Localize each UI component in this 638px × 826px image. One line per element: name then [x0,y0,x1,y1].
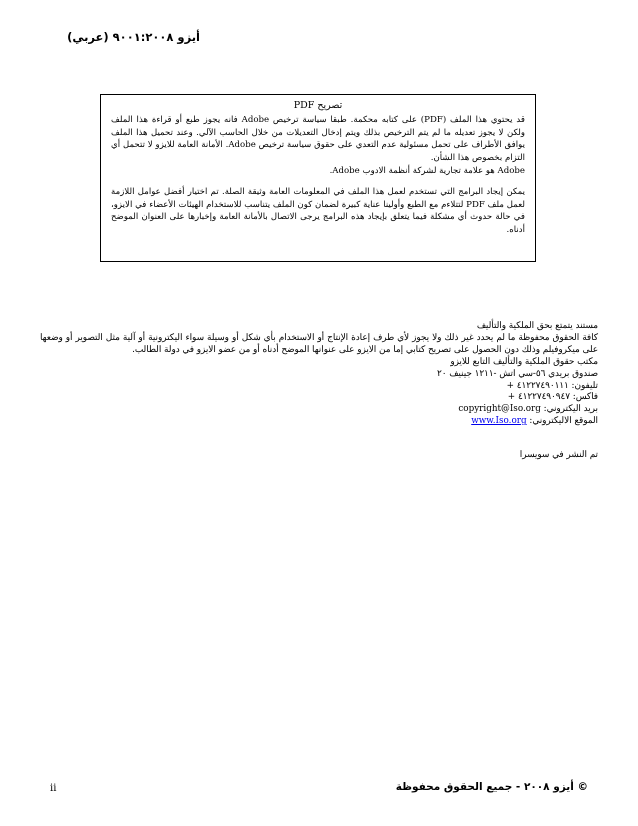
pdf-disclaimer-para-license: قد يحتوي هذا الملف (PDF) على كتابه محكمة. طبقا سياسة ترخيص Adobe فانه يجوز طبع أو قراءة هذا الملف ولكن لا يجوز تعديله ما لم يتم الترخيص بذلك ويتم إدخال التعديلات من خلال الحاسب الآلي. وعند تحميل هذا الملف يوافق الأطراف على تحمل مسئولية عدم التعدي على حقوق سياسة ترخيص Adobe. الأمانة العامة للايزو لا تتحمل أي التزام بخصوص هذا الشأن. [111,114,526,164]
website-label: الموقع الاليكتروني: [526,416,598,427]
copyright-notice [40,321,598,462]
fax-number: فاكس: ٤١٢٢٧٤٩٠٩٤٧ + [507,392,598,403]
copyright-paragraph: كافة الحقوق محفوظة ما لم يحدد غير ذلك ولا يجوز لأي طرف إعادة الإنتاج أو الاستخدام بأي شكل أو وسيلة سواء اليكترونية أو آلية مثل التصوير أو وضعها على ميكروفيلم وذلك دون الحصول على تصريح كتابي إما من الايزو على عنوانها الموضح أدناه أو من عضو الايزو في دولة الطالب. [40,332,598,355]
phone-number: تليفون: ٤١٢٢٧٤٩٠١١١ + [506,380,598,391]
pdf-disclaimer-box [100,94,536,262]
footer-copyright: © أيزو ٢٠٠٨ - جميع الحقوق محفوظة [395,781,588,793]
email-address: بريد اليكتروني: copyright@Iso.org [458,404,598,415]
pdf-disclaimer-para-trademark: Adobe هو علامة تجارية لشركة أنظمة الادوب Adobe. [329,165,525,176]
copyright-office: مكتب حقوق الملكية والتأليف التابع للايزو [450,356,598,367]
website-line [40,416,598,428]
page-number: ii [50,783,57,794]
document-header: أيزو ٩٠٠١:٢٠٠٨ (عربي) [67,30,200,44]
pdf-disclaimer-title: تصريح PDF [293,100,343,111]
postal-address: صندوق بريدي ٥٦-سي اتش -١٢١١ جينيف ٢٠ [437,368,598,379]
website-link[interactable]: www.Iso.org [471,416,527,427]
copyright-heading: مستند يتمتع بحق الملكية والتأليف [476,321,598,331]
pdf-disclaimer-para-software: يمكن إيجاد البرامج التي تستخدم لعمل هذا الملف في المعلومات العامة وثيقة الصلة. تم اختيار أفضل عوامل اللازمة لعمل ملف PDF لتتلاءم مع الطبع وأولينا عناية كبيرة لضمان كون الملف يتناسب للاستخدام الهيئات الأعضاء في الايزو، في حالة حدوث أي مشكلة فيما يتعلق بإيجاد هذه البرامج يرجى الاتصال بالأمانة العامة وإخبارها على العنوان الموضح أدناه. [111,186,525,236]
published-in: تم النشر في سويسرا [519,450,598,461]
